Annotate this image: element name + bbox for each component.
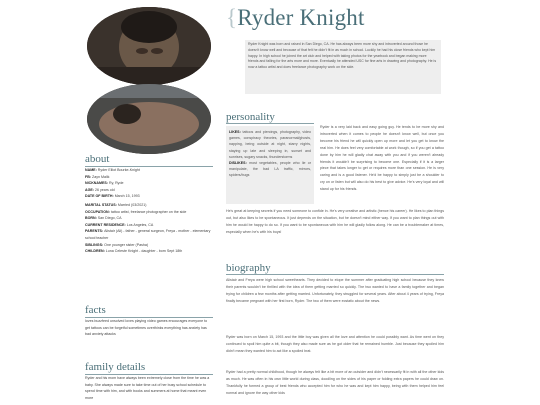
info-line <box>85 215 213 222</box>
personality-text-2: He's great at keeping secrets if you need someone to confide in. He's very creative and artistic (hence his career). He likes to plan things out, but also likes to be spontaneous. It just depends on the situation, but he doesn't mind either way. If you want to plan things out with him he would be happy to do so. If you want to be spontaneous with him he will gladly follow along. He can be a troublemaker at times, especially when he's with his boys! <box>226 209 444 234</box>
biography-paragraph-2: Ryder was born on March 15, 1993 and the little boy was given all the love and attention he could possibly want. As time went on they continued to spoil him quite a bit, though they also made sure as he got older that he remained humble. Just because they spoiled him didn't mean they wanted him to act like a spoiled brat. <box>226 335 444 353</box>
info-value: Married (03/2021) <box>117 203 147 207</box>
portrait-photo-top <box>87 7 211 85</box>
info-value: One younger sister (Pasha) <box>104 242 149 247</box>
family-heading: family details <box>85 361 213 375</box>
info-value: tattoo artist, freelance photographer on the side <box>110 209 187 214</box>
info-value: March 15, 1993 <box>114 194 140 199</box>
facts-heading: facts <box>85 304 213 318</box>
info-value: Ryder Elliot Bourke-Knight <box>97 168 140 172</box>
biography-paragraph-3: Ryder had a pretty normal childhood, though he always felt like a bit more of an outsider and didn't necessarily fit in with all the other kids as much. He was often in his own little world during class, doodling on the sides of his paper or folding extra papers he could draw on. Thankfully he formed a group of best friends who accepted him for who he was and kept him happy, being with them helped him feel normal and ignore the way other kids <box>226 370 444 395</box>
info-line <box>85 193 213 200</box>
info-value: Los Angeles, CA <box>126 222 154 227</box>
info-label: SIBLINGS: <box>85 242 105 247</box>
info-label: CURRENT RESIDENCE: <box>85 222 127 227</box>
info-value: Luna Celeste Knight - daughter - born Sept 18th <box>105 249 183 254</box>
page-title-text: Ryder Knight <box>237 5 365 30</box>
likes-text: tattoos and piercings, photography, video games, conspiracy theories, paranormal/ghosts, napping, being outside at night, starry nights, staying up late and sleeping in, sunset and sunrises, sugary snacks, thunderstorms <box>229 130 311 159</box>
info-label: PARENTS: <box>85 229 105 234</box>
family-text: Ryder and his mom have always been extremely close from the time he was a baby. She always made sure to take time out of her busy school schedule to spend time with him, and with books and summers at home that meant even more <box>85 376 210 400</box>
info-label: MARITAL STATUS: <box>85 203 118 207</box>
info-line <box>85 209 213 216</box>
info-value: San Diego, CA <box>97 216 122 221</box>
personality-heading: personality <box>226 111 314 124</box>
info-label: BORN: <box>85 216 98 221</box>
info-value: Ry, Ryde <box>108 181 124 186</box>
info-label: AGE: <box>85 187 95 192</box>
info-line <box>85 228 213 241</box>
personality-text-1: Ryder is a very laid back and easy going guy. He tends to be more shy and introverted when it comes to people he doesn't know well, but once you become his friend he will quickly open up more and let you get to know the real him. He does feel very comfortable at work though, so if you get a tattoo done by him he will gladly chat away with you and if you weren't already friends it wouldn't be surprising to become one. Especially if it is a larger piece that takes longer to get or requires more than one session. He is very caring and is a good listener. He'd be happy to simply just be a shoulder to cry on or listen but will also do his best to give advice. He's very loyal and will stand up for his friends. <box>320 125 444 192</box>
info-label: NAME: <box>85 168 98 172</box>
info-label: CHILDREN: <box>85 249 106 254</box>
info-value: Alistair (Ali) - father - general surgeon, Freya - mother - elementary school teacher <box>85 229 211 240</box>
info-value: 26 years old <box>94 187 115 192</box>
likes-label: LIKES: <box>229 130 241 134</box>
info-line <box>85 202 213 209</box>
dislikes-text: most vegetables, people who lie or manipulate, the bad LA traffic, mirrors, spiders/bugs <box>229 161 311 178</box>
info-value: Zayn Malik <box>92 174 110 179</box>
biography-paragraph-1: Alistair and Freya were high school sweethearts. They decided to elope the summer after graduating high school because they knew their parents wouldn't be thrilled with the idea of them getting married so quickly. The two wanted to have a family together and began trying for children a few months after getting married. Unfortunately, they struggled for several years. After about 4 years of trying, Freya finally became pregnant with her first born, Ryder. The two of them were ecstatic about the news. <box>226 278 444 303</box>
facts-text: loves buzzfeed unsolved loves playing video games encourages everyone to get tattoos can be forgetful sometimes overthinks everything has anxiety has bad anxiety attacks <box>85 319 208 337</box>
info-label: DATE OF BIRTH: <box>85 194 115 199</box>
about-fields <box>85 167 213 200</box>
info-line <box>85 187 213 194</box>
info-label: FB: <box>85 174 92 179</box>
intro-box: Ryder Knight was born and raised in San Diego, CA. He has always been more shy and introverted around those he doesn't know well and because of that felt he didn't fit in as much in school. Luckily he had his close friends who kept him happy. In high school he joined the art club and helped with taking photos for the yearbook and began making more friends and falling for the arts more and more. Eventually he attended USC for fine arts in drawing and photography. He is now a tattoo artist and does freelance photography work on the side. <box>245 40 441 94</box>
likes-box <box>226 126 314 204</box>
info-line <box>85 242 213 249</box>
portrait-photo-bottom <box>87 84 211 154</box>
info-line <box>85 167 213 174</box>
info-label: NICKNAMES: <box>85 181 109 186</box>
about-fields-2 <box>85 202 213 255</box>
page-title <box>226 5 365 31</box>
info-line <box>85 180 213 187</box>
info-line <box>85 248 213 255</box>
dislikes-label: DISLIKES: <box>229 161 247 166</box>
brace-decoration: { <box>226 5 238 30</box>
info-line <box>85 174 213 181</box>
info-line <box>85 222 213 229</box>
about-heading: about <box>85 153 213 167</box>
biography-heading: biography <box>226 262 444 275</box>
info-label: OCCUPATION: <box>85 209 111 214</box>
